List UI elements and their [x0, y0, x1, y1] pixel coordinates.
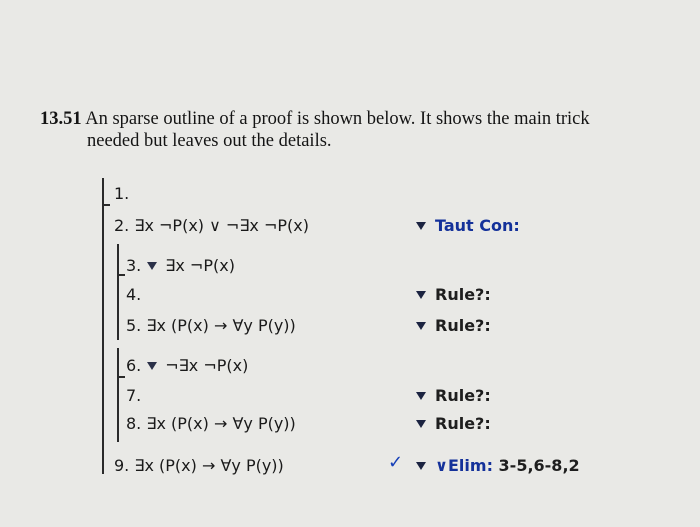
rule-label: ∨Elim:: [435, 456, 493, 475]
step-label: 9.: [114, 456, 130, 475]
step-label: 7.: [126, 386, 142, 405]
proof-step-2[interactable]: [114, 216, 309, 235]
premise-separator: [102, 204, 110, 206]
proof-step-7[interactable]: [126, 386, 141, 405]
dropdown-triangle-icon: [416, 291, 426, 299]
checkmark-icon: ✓: [388, 452, 404, 473]
rule-label: Rule?:: [435, 285, 491, 304]
rule-citation[interactable]: 3-5,6-8,2: [498, 456, 580, 475]
problem-text-2: needed but leaves out the details.: [87, 131, 332, 151]
rule-selector-step-4[interactable]: [416, 285, 491, 304]
step-label: 1.: [114, 184, 130, 203]
proof-step-6[interactable]: [126, 356, 248, 375]
proof-step-5[interactable]: [126, 316, 296, 335]
step-label: 3.: [126, 256, 142, 275]
subproof-2-bar: [117, 348, 119, 442]
dropdown-triangle-icon: [416, 322, 426, 330]
rule-label: Taut Con:: [435, 216, 520, 235]
rule-label: Rule?:: [435, 414, 491, 433]
problem-text-1: An sparse outline of a proof is shown below. It shows the main trick: [85, 109, 590, 129]
subproof-2-separator: [117, 376, 125, 378]
main-proof-bar: [102, 178, 104, 474]
proof-step-1[interactable]: [114, 184, 129, 203]
rule-selector-step-7[interactable]: [416, 386, 491, 405]
rule-label: Rule?:: [435, 316, 491, 335]
problem-number: 13.51: [40, 109, 82, 129]
proof-step-9[interactable]: [114, 456, 284, 475]
rule-selector-step-2[interactable]: [416, 216, 520, 235]
rule-label: Rule?:: [435, 386, 491, 405]
step-label: 6.: [126, 356, 142, 375]
dropdown-triangle-icon[interactable]: [147, 262, 157, 270]
subproof-1-separator: [117, 274, 125, 276]
rule-selector-step-5[interactable]: [416, 316, 491, 335]
dropdown-triangle-icon: [416, 420, 426, 428]
dropdown-triangle-icon: [416, 462, 426, 470]
problem-statement: [40, 108, 680, 152]
step-formula: ∃x (P(x) → ∀y P(y)): [134, 456, 284, 475]
rule-selector-step-8[interactable]: [416, 414, 491, 433]
step-formula: ∃x ¬P(x) ∨ ¬∃x ¬P(x): [134, 216, 309, 235]
step-formula: ∃x (P(x) → ∀y P(y)): [146, 414, 296, 433]
step-formula: ¬∃x ¬P(x): [165, 356, 249, 375]
step-label: 5.: [126, 316, 142, 335]
dropdown-triangle-icon: [416, 392, 426, 400]
step-formula: ∃x ¬P(x): [165, 256, 235, 275]
step-label: 2.: [114, 216, 130, 235]
step-label: 4.: [126, 285, 142, 304]
problem-line-1: [40, 108, 680, 130]
rule-selector-step-9[interactable]: [416, 456, 580, 475]
proof-step-3[interactable]: [126, 256, 235, 275]
dropdown-triangle-icon: [416, 222, 426, 230]
proof-step-8[interactable]: [126, 414, 296, 433]
dropdown-triangle-icon[interactable]: [147, 362, 157, 370]
step-formula: ∃x (P(x) → ∀y P(y)): [146, 316, 296, 335]
subproof-1-bar: [117, 244, 119, 340]
step-label: 8.: [126, 414, 142, 433]
proof-step-4[interactable]: [126, 285, 141, 304]
